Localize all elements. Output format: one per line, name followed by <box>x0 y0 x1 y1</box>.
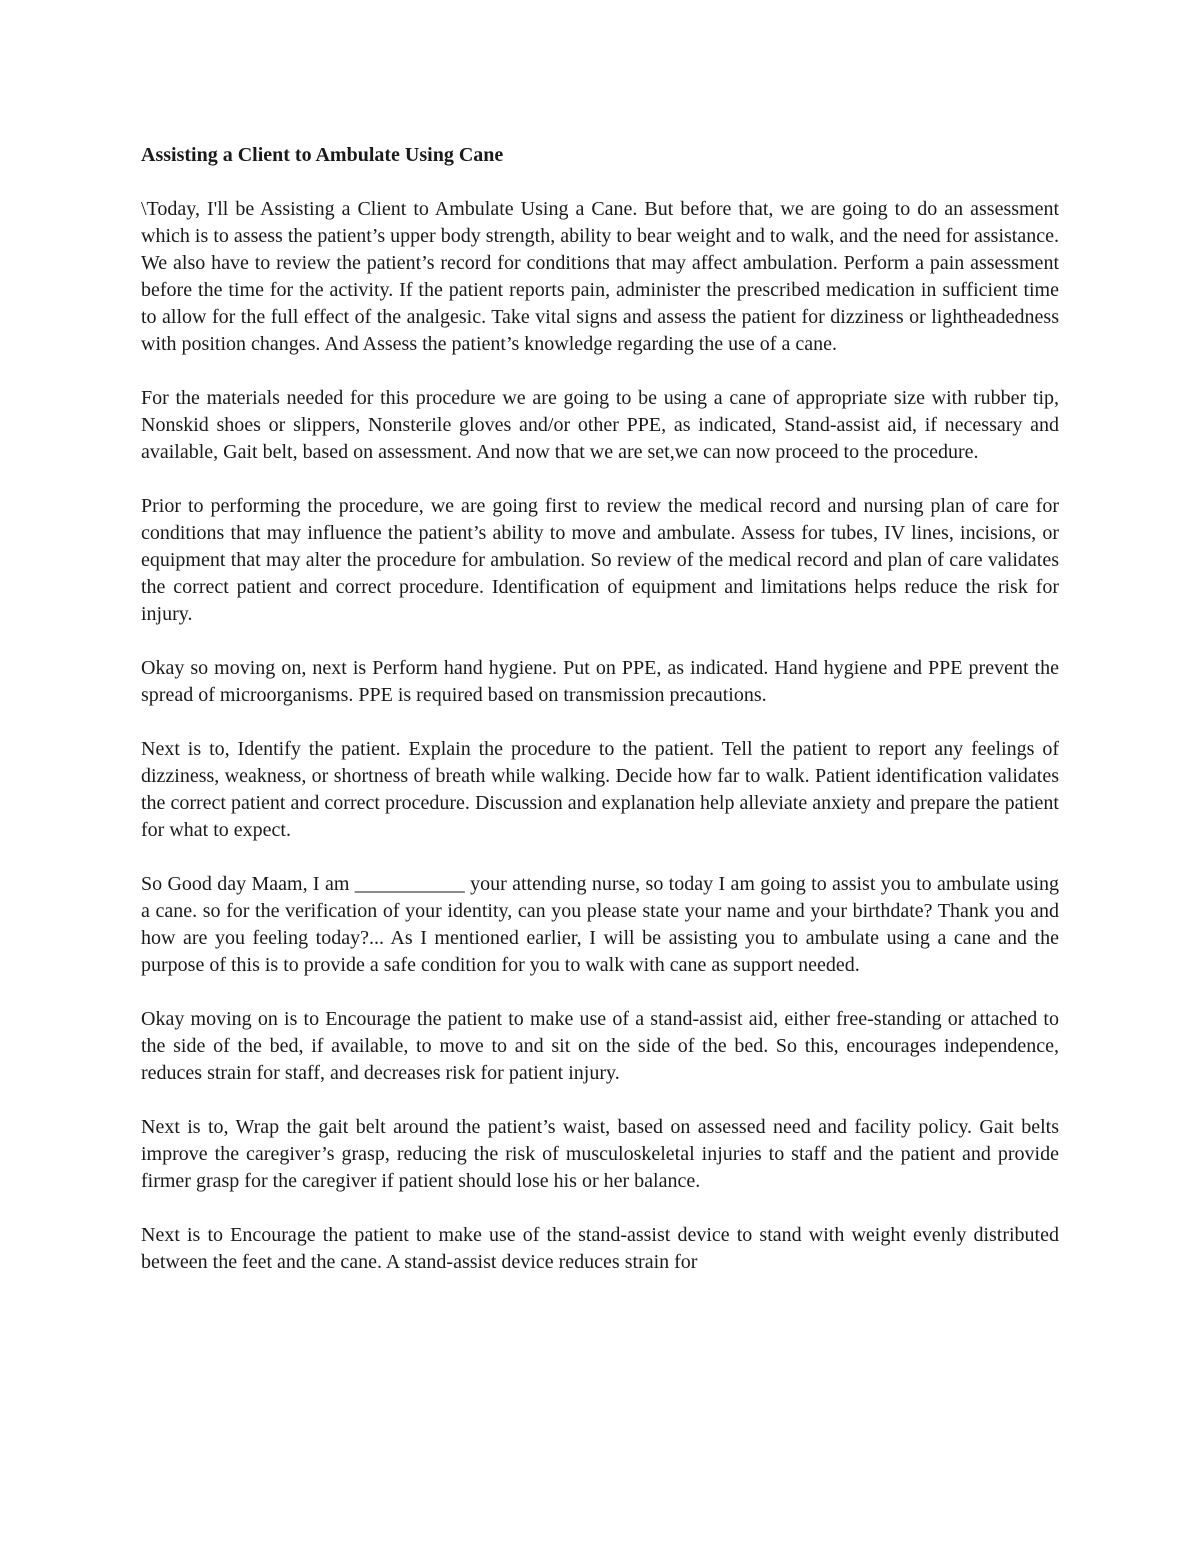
paragraph-hand-hygiene: Okay so moving on, next is Perform hand hygiene. Put on PPE, as indicated. Hand hygiene and PPE prevent the spread of microorganisms. PPE is required based on transmission precautions. <box>141 657 1059 706</box>
paragraph-review-record: Prior to performing the procedure, we are going first to review the medical record and nursing plan of care for conditions that may influence the patient’s ability to move and ambulate. Assess for tubes, IV lines, incisions, or equipment that may alter the procedure for ambulation. So review of the medical record and plan of care validates the correct patient and correct procedure. Identification of equipment and limitations helps reduce the risk for injury. <box>141 495 1059 625</box>
paragraph-assessment: \Today, I'll be Assisting a Client to Ambulate Using a Cane. But before that, we are going to do an assessment which is to assess the patient’s upper body strength, ability to bear weight and to walk, and the need for assistance. We also have to review the patient’s record for conditions that may affect ambulation. Perform a pain assessment before the time for the activity. If the patient reports pain, administer the prescribed medication in sufficient time to allow for the full effect of the analgesic. Take vital signs and assess the patient for dizziness or lightheadedness with position changes. And Assess the patient’s knowledge regarding the use of a cane. <box>141 198 1059 355</box>
paragraph-identify-patient: Next is to, Identify the patient. Explain the procedure to the patient. Tell the patient to report any feelings of dizziness, weakness, or shortness of breath while walking. Decide how far to walk. Patient identification validates the correct patient and correct procedure. Discussion and explanation help alleviate anxiety and prepare the patient for what to expect. <box>141 738 1059 841</box>
document-body <box>141 142 1059 1276</box>
paragraph-stand-with-cane: Next is to Encourage the patient to make use of the stand-assist device to stand with weight evenly distributed between the feet and the cane. A stand-assist device reduces strain for <box>141 1224 1059 1273</box>
paragraph-gait-belt: Next is to, Wrap the gait belt around the patient’s waist, based on assessed need and facility policy. Gait belts improve the caregiver’s grasp, reducing the risk of musculoskeletal injuries to staff and the patient and provide firmer grasp for the caregiver if patient should lose his or her balance. <box>141 1116 1059 1192</box>
paragraph-materials: For the materials needed for this procedure we are going to be using a cane of appropriate size with rubber tip, Nonskid shoes or slippers, Nonsterile gloves and/or other PPE, as indicated, Stand-assist aid, if necessary and available, Gait belt, based on assessment. And now that we are set,we can now proceed to the procedure. <box>141 387 1059 463</box>
paragraph-greeting-script: So Good day Maam, I am ___________ your attending nurse, so today I am going to assist you to ambulate using a cane. so for the verification of your identity, can you please state your name and your birthdate? Thank you and how are you feeling today?... As I mentioned earlier, I will be assisting you to ambulate using a cane and the purpose of this is to provide a safe condition for you to walk with cane as support needed. <box>141 873 1059 976</box>
paragraph-stand-assist-aid: Okay moving on is to Encourage the patient to make use of a stand-assist aid, either free-standing or attached to the side of the bed, if available, to move to and sit on the side of the bed. So this, encourages independence, reduces strain for staff, and decreases risk for patient injury. <box>141 1008 1059 1084</box>
document-title: Assisting a Client to Ambulate Using Cane <box>141 144 504 166</box>
